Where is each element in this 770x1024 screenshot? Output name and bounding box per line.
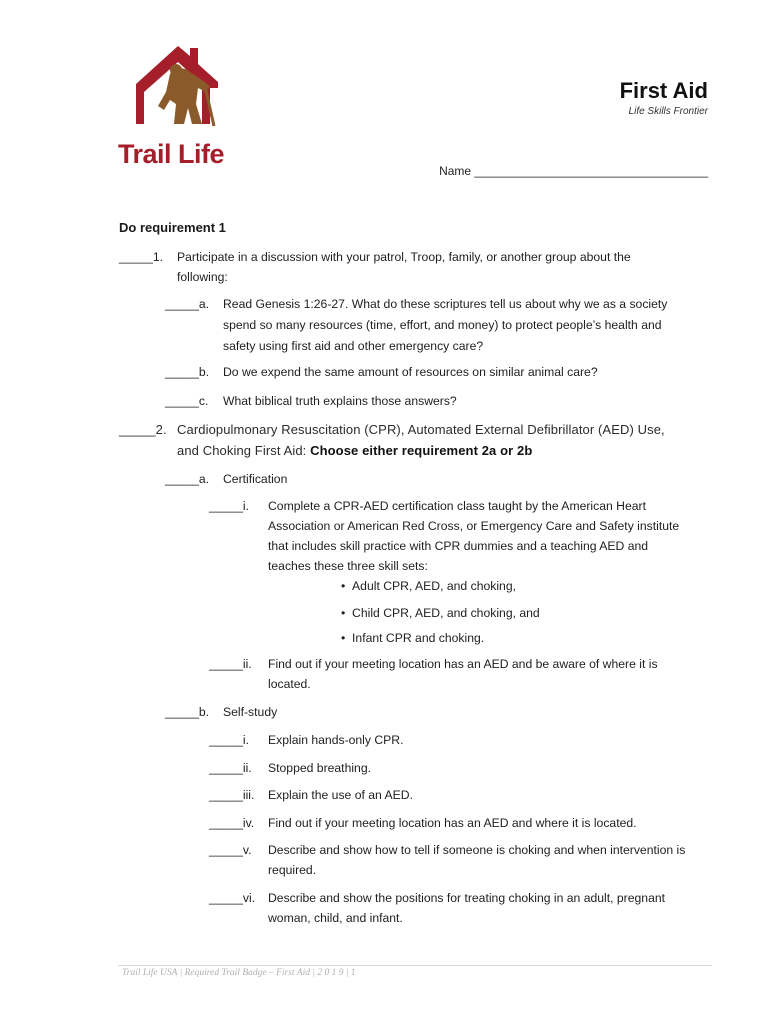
req2b-v-line1: Describe and show how to tell if someone is choking and when intervention is	[268, 843, 686, 857]
bullet-text: Infant CPR and choking.	[352, 631, 485, 645]
req2b-vi-line1: Describe and show the positions for treating choking in an adult, pregnant	[268, 891, 666, 905]
req2b-label: Self-study	[223, 705, 278, 719]
req1a-line1: Read Genesis 1:26-27. What do these scriptures tell us about why we as a society	[223, 297, 668, 311]
req2a-i-line3: that includes skill practice with CPR dummies and a teaching AED and	[268, 539, 649, 553]
section-heading: Do requirement 1	[119, 220, 226, 235]
bullet-text: Adult CPR, AED, and choking,	[352, 579, 516, 593]
req1-text-cont: following:	[177, 270, 228, 284]
req2a-i-blank: _____i.	[209, 499, 249, 513]
footer-divider	[118, 965, 712, 966]
req2-line2	[177, 440, 532, 461]
req2b-i-blank: _____i.	[209, 733, 249, 747]
bullet-item: • Infant CPR and choking.	[341, 631, 485, 645]
req1-text: Participate in a discussion with your patrol, Troop, family, or another group about the	[177, 250, 631, 264]
req2b-iv-blank: _____iv.	[209, 816, 255, 830]
req2b-vi-line2: woman, child, and infant.	[268, 911, 403, 925]
req2b-ii-line1: Stopped breathing.	[268, 761, 371, 775]
page-footer: Trail Life USA | Required Trail Badge – First Aid | 2 0 1 9 | 1	[122, 968, 356, 978]
req2b-iii-line1: Explain the use of an AED.	[268, 788, 413, 802]
req1a-line2: spend so many resources (time, effort, and money) to protect people’s health and	[223, 318, 662, 332]
req1-blank: _____1.	[119, 250, 164, 264]
req2b-i-line1: Explain hands-only CPR.	[268, 733, 404, 747]
req1b-line1: Do we expend the same amount of resources on similar animal care?	[223, 365, 598, 379]
req2b-vi-blank: _____vi.	[209, 891, 256, 905]
req1c-blank: _____c.	[165, 394, 209, 408]
logo-wordmark: Trail Life	[118, 139, 225, 169]
req2a-i-line1: Complete a CPR-AED certification class taught by the American Heart	[268, 499, 646, 513]
req1c-line1: What biblical truth explains those answers?	[223, 394, 457, 408]
bullet-item: • Child CPR, AED, and choking, and	[341, 606, 540, 620]
req2b-iv-line1: Find out if your meeting location has an AED and where it is located.	[268, 816, 637, 830]
req2-blank: _____2.	[119, 422, 167, 437]
req2b-iii-blank: _____iii.	[209, 788, 255, 802]
page-subtitle: Life Skills Frontier	[628, 106, 708, 117]
req2a-label: Certification	[223, 472, 288, 486]
req2a-ii-line2: located.	[268, 677, 311, 691]
req2a-i-line2: Association or American Red Cross, or Emergency Care and Safety institute	[268, 519, 680, 533]
req2b-v-line2: required.	[268, 863, 317, 877]
req2-line1: Cardiopulmonary Resuscitation (CPR), Automated External Defibrillator (AED) Use,	[177, 422, 665, 437]
req1b-blank: _____b.	[165, 365, 210, 379]
req2b-ii-blank: _____ii.	[209, 761, 252, 775]
req2a-ii-blank: _____ii.	[209, 657, 252, 671]
req2b-blank: _____b.	[165, 705, 210, 719]
req2a-i-line4: teaches these three skill sets:	[268, 559, 428, 573]
bullet-text: Child CPR, AED, and choking, and	[352, 606, 540, 620]
name-field[interactable]: Name ___________________________________	[439, 164, 708, 178]
page-title: First Aid	[619, 78, 708, 103]
req1a-line3: safety using first aid and other emergency care?	[223, 339, 484, 353]
req2a-ii-line1: Find out if your meeting location has an AED and be aware of where it is	[268, 657, 658, 671]
bullet-item: • Adult CPR, AED, and choking,	[341, 579, 516, 593]
req2-line2-text: and Choking First Aid:	[177, 443, 311, 458]
req2b-v-blank: _____v.	[209, 843, 252, 857]
req2a-blank: _____a.	[165, 472, 210, 486]
req1a-blank: _____a.	[165, 297, 210, 311]
req2-choose-note: Choose either requirement 2a or 2b	[310, 443, 533, 458]
trail-life-logo	[118, 44, 238, 136]
